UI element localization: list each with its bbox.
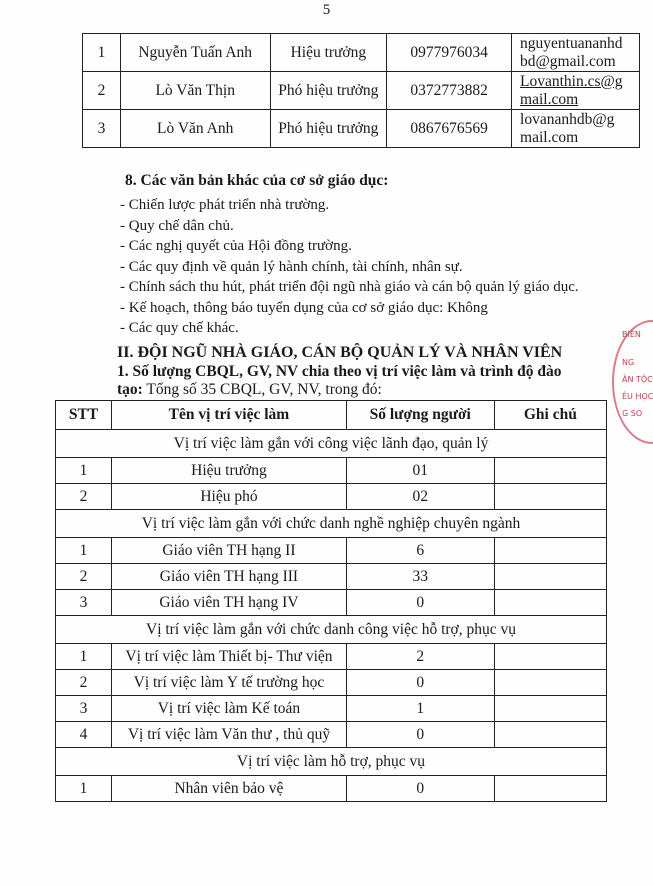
staff-email: nguyentuananhd bd@gmail.com <box>512 34 640 72</box>
row-number: 1 <box>56 644 112 670</box>
row-number: 2 <box>56 670 112 696</box>
table-row <box>56 590 607 616</box>
table-row <box>56 722 607 748</box>
position-note <box>494 644 606 670</box>
row-number: 2 <box>56 484 112 510</box>
position-count: 2 <box>346 644 494 670</box>
group-row <box>56 748 607 776</box>
column-header-position: Tên vị trí việc làm <box>112 401 347 430</box>
section-8-heading: 8. Các văn bản khác của cơ sở giáo dục: <box>125 172 389 189</box>
subsection-1-summary: tạo: Tổng số 35 CBQL, GV, NV, trong đó: <box>117 381 382 398</box>
position-name: Hiệu trưởng <box>112 458 347 484</box>
list-item: - Chính sách thu hút, phát triển đội ngũ nhà giáo và cán bộ quản lý giáo dục. <box>120 279 579 295</box>
group-row <box>56 430 607 458</box>
table-row <box>83 34 640 72</box>
staff-role: Phó hiệu trưởng <box>270 110 387 148</box>
row-number: 3 <box>56 696 112 722</box>
group-row <box>56 616 607 644</box>
list-item: - Chiến lược phát triển nhà trường. <box>120 197 330 213</box>
staff-name: Lò Văn Thịn <box>120 72 270 110</box>
group-title: Vị trí việc làm gắn với công việc lãnh đạo, quản lý <box>56 430 607 458</box>
stamp-text: ÂN TỘC <box>622 375 653 384</box>
staff-name: Lò Văn Anh <box>120 110 270 148</box>
position-note <box>494 696 606 722</box>
row-number: 3 <box>83 110 121 148</box>
section-2-heading: II. ĐỘI NGŨ NHÀ GIÁO, CÁN BỘ QUẢN LÝ VÀ NHÂN VIÊN <box>117 344 563 361</box>
position-note <box>494 458 606 484</box>
table-row <box>56 538 607 564</box>
position-count: 01 <box>346 458 494 484</box>
table-row <box>56 644 607 670</box>
position-count: 0 <box>346 590 494 616</box>
page-number: 5 <box>322 2 331 18</box>
table-row <box>56 776 607 802</box>
table-row <box>56 484 607 510</box>
list-item: - Các nghị quyết của Hội đồng trường. <box>120 238 352 254</box>
table-row <box>56 670 607 696</box>
position-note <box>494 484 606 510</box>
group-title: Vị trí việc làm gắn với chức danh nghề nghiệp chuyên ngành <box>56 510 607 538</box>
row-number: 1 <box>56 458 112 484</box>
row-number: 4 <box>56 722 112 748</box>
row-number: 2 <box>56 564 112 590</box>
official-stamp <box>612 320 653 445</box>
position-name: Vị trí việc làm Y tế trường học <box>112 670 347 696</box>
staff-email-link[interactable]: Lovanthin.cs@g mail.com <box>512 72 640 110</box>
column-header-stt: STT <box>56 401 112 430</box>
stamp-text: BIÊN <box>622 330 641 339</box>
position-count: 1 <box>346 696 494 722</box>
table-header-row <box>56 401 607 430</box>
position-name: Vị trí việc làm Kế toán <box>112 696 347 722</box>
table-row <box>56 564 607 590</box>
staff-name: Nguyễn Tuấn Anh <box>120 34 270 72</box>
position-count: 02 <box>346 484 494 510</box>
staff-email: lovananhdb@g mail.com <box>512 110 640 148</box>
position-name: Vị trí việc làm Văn thư , thủ quỹ <box>112 722 347 748</box>
staff-contact-table <box>82 33 640 148</box>
position-name: Giáo viên TH hạng IV <box>112 590 347 616</box>
list-item: - Quy chế dân chủ. <box>120 217 234 234</box>
list-item: - Kế hoạch, thông báo tuyển dụng của cơ sở giáo dục: Không <box>120 299 488 316</box>
position-name: Hiệu phó <box>112 484 347 510</box>
position-name: Nhân viên bảo vệ <box>112 776 347 802</box>
positions-table <box>55 400 607 802</box>
staff-role: Hiệu trưởng <box>270 34 387 72</box>
position-note <box>494 776 606 802</box>
position-count: 0 <box>346 776 494 802</box>
position-name: Vị trí việc làm Thiết bị- Thư viện <box>112 644 347 670</box>
row-number: 1 <box>56 776 112 802</box>
row-number: 1 <box>56 538 112 564</box>
list-item: - Các quy chế khác. <box>120 320 239 336</box>
section-8-list <box>120 195 579 339</box>
stamp-text: NG <box>622 358 635 367</box>
table-row <box>83 110 640 148</box>
column-header-note: Ghi chú <box>494 401 606 430</box>
row-number: 1 <box>83 34 121 72</box>
position-note <box>494 538 606 564</box>
group-title: Vị trí việc làm gắn với chức danh công việc hỗ trợ, phục vụ <box>56 616 607 644</box>
column-header-count: Số lượng người <box>346 401 494 430</box>
group-row <box>56 510 607 538</box>
staff-phone: 0977976034 <box>387 34 512 72</box>
table-row <box>56 696 607 722</box>
position-count: 0 <box>346 670 494 696</box>
stamp-text: G SO <box>622 409 643 418</box>
position-count: 0 <box>346 722 494 748</box>
stamp-text: ÊU HỌC <box>622 392 653 401</box>
position-note <box>494 670 606 696</box>
position-count: 6 <box>346 538 494 564</box>
subsection-1-heading: 1. Số lượng CBQL, GV, NV chia theo vị trí việc làm và trình độ đào <box>117 363 562 380</box>
position-note <box>494 590 606 616</box>
table-row <box>83 72 640 110</box>
position-note <box>494 722 606 748</box>
staff-phone: 0372773882 <box>387 72 512 110</box>
row-number: 3 <box>56 590 112 616</box>
position-name: Giáo viên TH hạng III <box>112 564 347 590</box>
position-note <box>494 564 606 590</box>
group-title: Vị trí việc làm hỗ trợ, phục vụ <box>56 748 607 776</box>
row-number: 2 <box>83 72 121 110</box>
table-row <box>56 458 607 484</box>
staff-role: Phó hiệu trưởng <box>270 72 387 110</box>
list-item: - Các quy định về quản lý hành chính, tài chính, nhân sự. <box>120 258 463 275</box>
staff-phone: 0867676569 <box>387 110 512 148</box>
position-name: Giáo viên TH hạng II <box>112 538 347 564</box>
position-count: 33 <box>346 564 494 590</box>
